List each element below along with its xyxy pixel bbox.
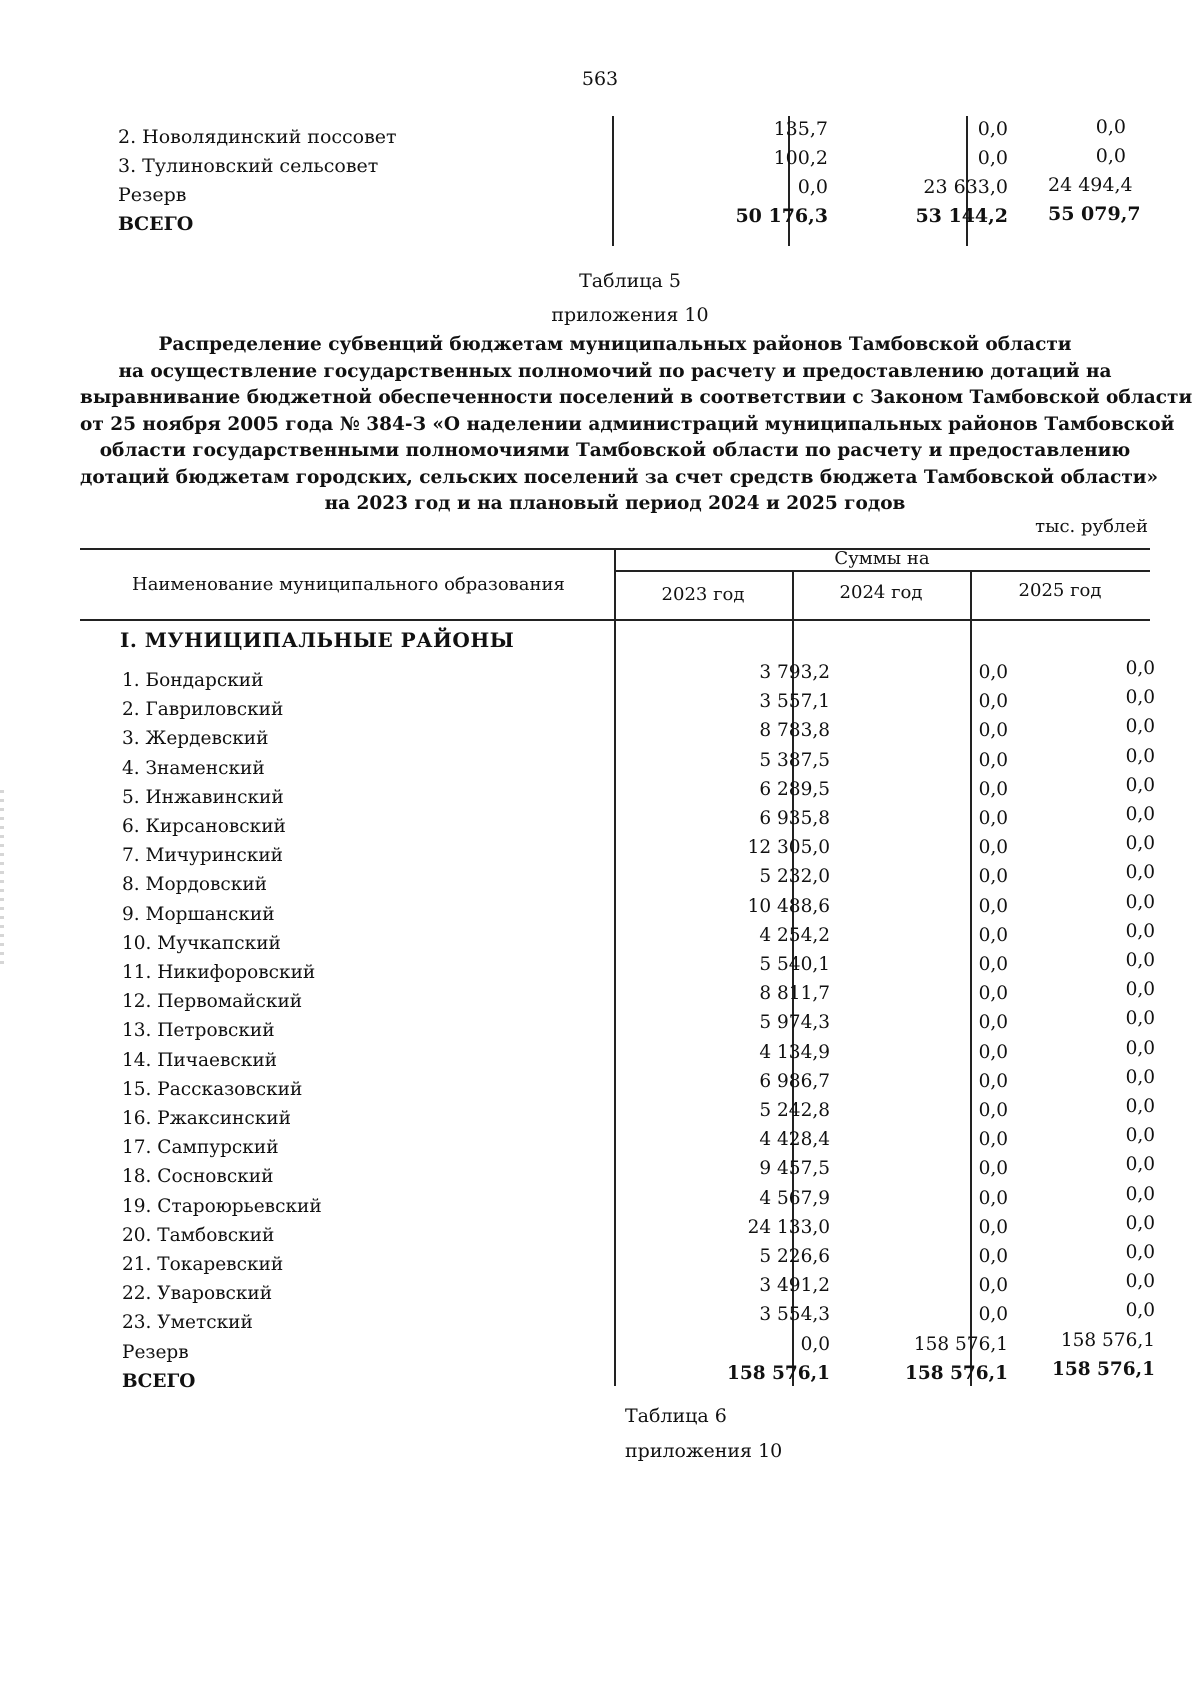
subventions-table bbox=[80, 548, 1155, 1392]
row-name: 22. Уваровский bbox=[122, 1283, 273, 1305]
value-2024: 0,0 bbox=[978, 1129, 1008, 1151]
total-row bbox=[80, 1358, 1155, 1398]
appendix-label: приложения 10 bbox=[625, 1440, 783, 1462]
row-name: 2. Гавриловский bbox=[122, 699, 284, 721]
title-line: Распределение субвенций бюджетам муниципальных районов Тамбовской области bbox=[158, 334, 1072, 355]
value-2024: 0,0 bbox=[978, 895, 1008, 917]
value-2024: 0,0 bbox=[978, 1158, 1008, 1180]
value-2024: 158 576,1 bbox=[913, 1333, 1008, 1355]
row-name: 13. Петровский bbox=[122, 1020, 275, 1042]
row-name: 6. Кирсановский bbox=[122, 816, 286, 837]
value-2023: 4 254,2 bbox=[759, 924, 830, 946]
value-2024: 0,0 bbox=[978, 1216, 1008, 1238]
table-label: Таблица 5 bbox=[579, 270, 681, 292]
value-2024: 0,0 bbox=[978, 1041, 1008, 1063]
value-2025: 0,0 bbox=[1125, 1242, 1155, 1263]
value-2023: 6 289,5 bbox=[759, 778, 830, 800]
row-name: 3. Тулиновский сельсовет bbox=[118, 155, 379, 177]
value-2025: 0,0 bbox=[1125, 1183, 1155, 1205]
title-line: области государственными полномочиями Тамбовской области по расчету и предоставлению bbox=[99, 440, 1131, 461]
value-2025: 0,0 bbox=[1125, 804, 1155, 825]
value-2025: 0,0 bbox=[1125, 1212, 1155, 1234]
row-name: 7. Мичуринский bbox=[122, 845, 284, 867]
value-2024: 0,0 bbox=[978, 983, 1008, 1005]
value-2025: 0,0 bbox=[1125, 920, 1155, 942]
title-line: на 2023 год и на плановый период 2024 и 2025 годов bbox=[324, 493, 906, 514]
row-name: 15. Рассказовский bbox=[122, 1078, 303, 1100]
value-2024: 0,0 bbox=[978, 662, 1008, 683]
value-2025: 0,0 bbox=[1125, 862, 1155, 884]
row-name: 20. Тамбовский bbox=[122, 1224, 275, 1246]
total-2025: 55 079,7 bbox=[1048, 203, 1141, 225]
header-name-column: Наименование муниципального образования bbox=[132, 574, 565, 595]
section-title: I. МУНИЦИПАЛЬНЫЕ РАЙОНЫ bbox=[120, 628, 515, 652]
value-2023: 3 554,3 bbox=[759, 1304, 830, 1326]
row-name: 2. Новолядинский поссовет bbox=[118, 126, 397, 148]
value-2025: 0,0 bbox=[1125, 774, 1155, 796]
row-name: 19. Староюрьевский bbox=[122, 1195, 322, 1217]
value-2023: 0,0 bbox=[800, 1333, 830, 1355]
value-2023: 5 540,1 bbox=[759, 954, 830, 975]
value-2023: 5 242,8 bbox=[759, 1100, 830, 1121]
value-2023: 24 133,0 bbox=[747, 1216, 830, 1238]
row-name: 18. Сосновский bbox=[122, 1166, 274, 1188]
row-name: 8. Мордовский bbox=[122, 874, 267, 896]
value-2025: 0,0 bbox=[1125, 1271, 1155, 1293]
title-line: от 25 ноября 2005 года № 384-З «О наделении администраций муниципальных районов Тамбовской bbox=[80, 413, 1175, 435]
value-2025: 0,0 bbox=[1125, 1037, 1155, 1059]
value-2024: 0,0 bbox=[978, 1012, 1008, 1034]
value-2024: 23 633,0 bbox=[923, 176, 1008, 198]
row-name: 11. Никифоровский bbox=[122, 962, 316, 983]
value-2023: 3 491,2 bbox=[759, 1275, 830, 1297]
table-title bbox=[80, 332, 1193, 518]
value-2025: 0,0 bbox=[1125, 1066, 1155, 1088]
value-2024: 0,0 bbox=[978, 720, 1008, 742]
header-year-2023: 2023 год bbox=[661, 584, 745, 605]
header-divider bbox=[614, 570, 1150, 572]
value-2025: 0,0 bbox=[1125, 979, 1155, 1001]
value-2025: 158 576,1 bbox=[1060, 1329, 1155, 1351]
value-2023: 4 134,9 bbox=[759, 1041, 830, 1063]
row-name: Резерв bbox=[122, 1341, 189, 1363]
title-line: выравнивание бюджетной обеспеченности поселений в соответствии с Законом Тамбовской области bbox=[80, 387, 1193, 408]
value-2025: 0,0 bbox=[1125, 658, 1155, 679]
value-2025: 0,0 bbox=[1125, 1154, 1155, 1176]
value-2025: 0,0 bbox=[1125, 1096, 1155, 1117]
value-2024: 0,0 bbox=[978, 1275, 1008, 1297]
value-2025: 0,0 bbox=[1125, 745, 1155, 767]
header-year-2025: 2025 год bbox=[1018, 580, 1102, 601]
value-2023: 8 811,7 bbox=[759, 983, 830, 1005]
value-2023: 9 457,5 bbox=[759, 1158, 830, 1180]
value-2023: 4 567,9 bbox=[759, 1187, 830, 1209]
title-line: дотаций бюджетам городских, сельских поселений за счет средств бюджета Тамбовской области» bbox=[80, 466, 1159, 488]
value-2023: 5 226,6 bbox=[759, 1246, 830, 1267]
row-name: 16. Ржаксинский bbox=[122, 1108, 291, 1129]
total-label: ВСЕГО bbox=[122, 1370, 196, 1392]
value-2025: 0,0 bbox=[1125, 716, 1155, 738]
value-2023: 3 793,2 bbox=[759, 662, 830, 683]
total-2024: 158 576,1 bbox=[905, 1362, 1008, 1384]
value-2024: 0,0 bbox=[978, 837, 1008, 859]
value-2024: 0,0 bbox=[978, 1070, 1008, 1092]
value-2025: 0,0 bbox=[1125, 687, 1155, 709]
total-2023: 158 576,1 bbox=[727, 1362, 830, 1384]
row-name: 10. Мучкапский bbox=[122, 932, 281, 954]
value-2025: 0,0 bbox=[1095, 116, 1126, 138]
value-2023: 6 986,7 bbox=[759, 1070, 830, 1092]
value-2024: 0,0 bbox=[978, 1100, 1008, 1121]
header-year-2024: 2024 год bbox=[839, 582, 923, 603]
value-2025: 0,0 bbox=[1125, 950, 1155, 971]
row-name: 14. Пичаевский bbox=[122, 1049, 277, 1071]
value-2023: 6 935,8 bbox=[759, 808, 830, 829]
units-label: тыс. рублей bbox=[1035, 516, 1148, 537]
value-2024: 0,0 bbox=[978, 778, 1008, 800]
value-2023: 8 783,8 bbox=[759, 720, 830, 742]
value-2025: 0,0 bbox=[1125, 833, 1155, 855]
value-2024: 0,0 bbox=[978, 749, 1008, 771]
row-name: 21. Токаревский bbox=[122, 1254, 284, 1275]
row-name: 12. Первомайский bbox=[122, 991, 303, 1013]
appendix-label: приложения 10 bbox=[551, 304, 709, 326]
total-label: ВСЕГО bbox=[118, 213, 194, 235]
value-2024: 0,0 bbox=[978, 1246, 1008, 1267]
title-line: на осуществление государственных полномочий по расчету и предоставлению дотаций на bbox=[118, 360, 1112, 382]
value-2025: 0,0 bbox=[1125, 1008, 1155, 1030]
value-2025: 0,0 bbox=[1125, 891, 1155, 913]
value-2024: 0,0 bbox=[978, 954, 1008, 975]
value-2023: 12 305,0 bbox=[747, 837, 830, 859]
row-name: 4. Знаменский bbox=[122, 757, 265, 779]
row-name: 3. Жердевский bbox=[122, 728, 269, 750]
value-2024: 0,0 bbox=[978, 924, 1008, 946]
row-name: 9. Моршанский bbox=[122, 903, 275, 925]
value-2025: 0,0 bbox=[1125, 1300, 1155, 1322]
value-2025: 0,0 bbox=[1095, 145, 1126, 167]
total-2023: 50 176,3 bbox=[735, 205, 828, 227]
value-2023: 100,2 bbox=[773, 147, 828, 169]
value-2024: 0,0 bbox=[978, 1187, 1008, 1209]
page-number: 563 bbox=[581, 68, 619, 90]
table-label: Таблица 6 bbox=[625, 1405, 727, 1427]
total-2025: 158 576,1 bbox=[1052, 1358, 1155, 1380]
value-2024: 0,0 bbox=[978, 866, 1008, 888]
value-2023: 5 974,3 bbox=[759, 1012, 830, 1034]
value-2023: 5 387,5 bbox=[759, 749, 830, 771]
header-sums-on: Суммы на bbox=[834, 548, 930, 569]
total-row bbox=[118, 203, 1141, 241]
row-name: 1. Бондарский bbox=[122, 670, 264, 691]
value-2023: 0,0 bbox=[797, 176, 828, 198]
value-2024: 0,0 bbox=[977, 118, 1008, 140]
value-2023: 5 232,0 bbox=[759, 866, 830, 888]
row-name: 5. Инжавинский bbox=[122, 786, 284, 808]
row-name: 17. Сампурский bbox=[122, 1137, 279, 1159]
value-2023: 4 428,4 bbox=[759, 1129, 830, 1151]
value-2024: 0,0 bbox=[978, 1304, 1008, 1326]
value-2023: 135,7 bbox=[773, 118, 828, 140]
row-name: Резерв bbox=[118, 184, 187, 206]
value-2024: 0,0 bbox=[977, 147, 1008, 169]
value-2025: 0,0 bbox=[1125, 1125, 1155, 1147]
scan-artifact bbox=[0, 790, 4, 970]
value-2023: 10 488,6 bbox=[747, 895, 830, 917]
value-2024: 0,0 bbox=[978, 691, 1008, 713]
row-name: 23. Уметский bbox=[122, 1312, 253, 1334]
value-2025: 24 494,4 bbox=[1048, 174, 1133, 196]
value-2023: 3 557,1 bbox=[759, 691, 830, 713]
value-2024: 0,0 bbox=[978, 808, 1008, 829]
total-2024: 53 144,2 bbox=[915, 205, 1008, 227]
